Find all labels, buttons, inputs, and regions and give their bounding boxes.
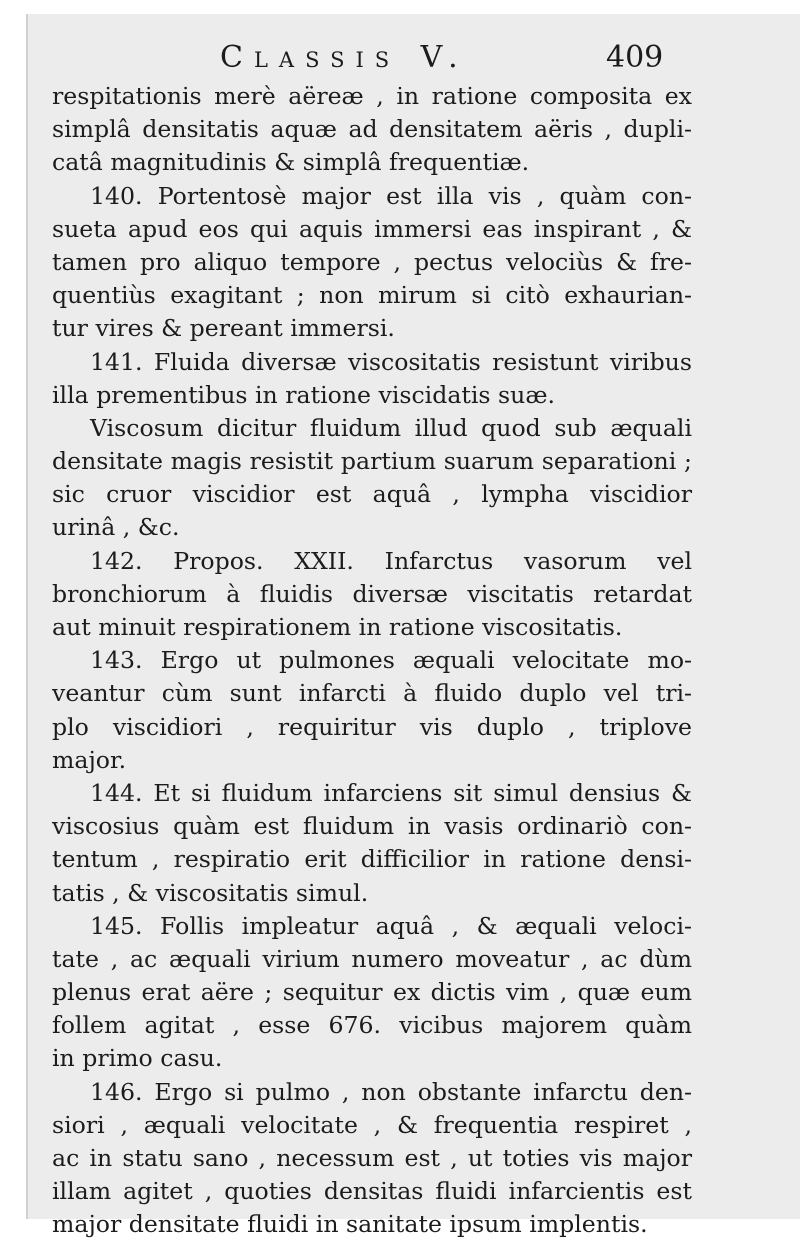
text-line: tur vires & pereant immersi. bbox=[52, 314, 395, 343]
text-line: respitationis merè aëreæ , in ratione composita ex bbox=[52, 82, 692, 110]
running-head: Classis V. bbox=[220, 40, 469, 75]
text-line: urinâ , &c. bbox=[52, 513, 180, 542]
text-line: plenus erat aëre ; sequitur ex dictis vim , quæ eum bbox=[52, 978, 692, 1007]
text-line: illa prementibus in ratione viscidatis suæ. bbox=[52, 380, 556, 409]
text-line: tamen pro aliquo tempore , pectus velociùs & fre- bbox=[52, 247, 692, 276]
text-line: 142. Propos. XXII. Infarctus vasorum vel bbox=[90, 546, 692, 575]
text-line: aut minuit respirationem in ratione viscositatis. bbox=[52, 613, 623, 641]
text-line: in primo casu. bbox=[52, 1044, 223, 1073]
text-line: 146. Ergo si pulmo , non obstante infarctu den- bbox=[90, 1077, 692, 1106]
text-line: 140. Portentosè major est illa vis , quàm con- bbox=[90, 181, 692, 210]
text-line: 141. Fluida diversæ viscositatis resistunt viribus bbox=[90, 347, 692, 376]
text-line: illam agitet , quoties densitas fluidi infarcientis est bbox=[52, 1177, 692, 1206]
body-text bbox=[52, 80, 692, 1242]
page-number: 409 bbox=[606, 40, 664, 75]
text-line: quentiùs exagitant ; non mirum si citò exhaurian- bbox=[52, 281, 692, 310]
text-line: sic cruor viscidior est aquâ , lympha viscidior bbox=[52, 480, 692, 509]
text-line: bronchiorum à fluidis diversæ viscitatis retardat bbox=[52, 579, 692, 608]
text-line: 145. Follis impleatur aquâ , & æquali veloci- bbox=[90, 911, 692, 940]
text-line: major. bbox=[52, 745, 127, 774]
text-line: tatis , & viscositatis simul. bbox=[52, 878, 369, 907]
text-line: viscosius quàm est fluidum in vasis ordinariò con- bbox=[52, 812, 692, 841]
text-line: densitate magis resistit partium suarum separationi ; bbox=[52, 447, 692, 476]
text-line: siori , æquali velocitate , & frequentia respiret , bbox=[52, 1110, 692, 1139]
text-line: follem agitat , esse 676. vicibus majorem quàm bbox=[52, 1011, 692, 1040]
text-line: simplâ densitatis aquæ ad densitatem aëris , dupli- bbox=[52, 115, 692, 144]
text-line: plo viscidiori , requiritur vis duplo , triplove bbox=[52, 712, 692, 741]
text-line: sueta apud eos qui aquis immersi eas inspirant , & bbox=[52, 214, 692, 243]
text-line: ac in statu sano , necessum est , ut toties vis major bbox=[52, 1144, 692, 1172]
text-line: 144. Et si fluidum infarciens sit simul densius & bbox=[90, 778, 692, 807]
page-header bbox=[0, 40, 800, 80]
text-line: tate , ac æquali virium numero moveatur , ac dùm bbox=[52, 944, 692, 973]
text-line: 143. Ergo ut pulmones æquali velocitate mo- bbox=[90, 646, 692, 675]
text-line: tentum , respiratio erit difficilior in ratione densi- bbox=[52, 845, 692, 874]
text-line: catâ magnitudinis & simplâ frequentiæ. bbox=[52, 148, 530, 177]
text-line: Viscosum dicitur fluidum illud quod sub æquali bbox=[90, 413, 692, 442]
text-line: major densitate fluidi in sanitate ipsum implentis. bbox=[52, 1210, 648, 1239]
text-line: veantur cùm sunt infarcti à fluido duplo vel tri- bbox=[52, 679, 692, 708]
